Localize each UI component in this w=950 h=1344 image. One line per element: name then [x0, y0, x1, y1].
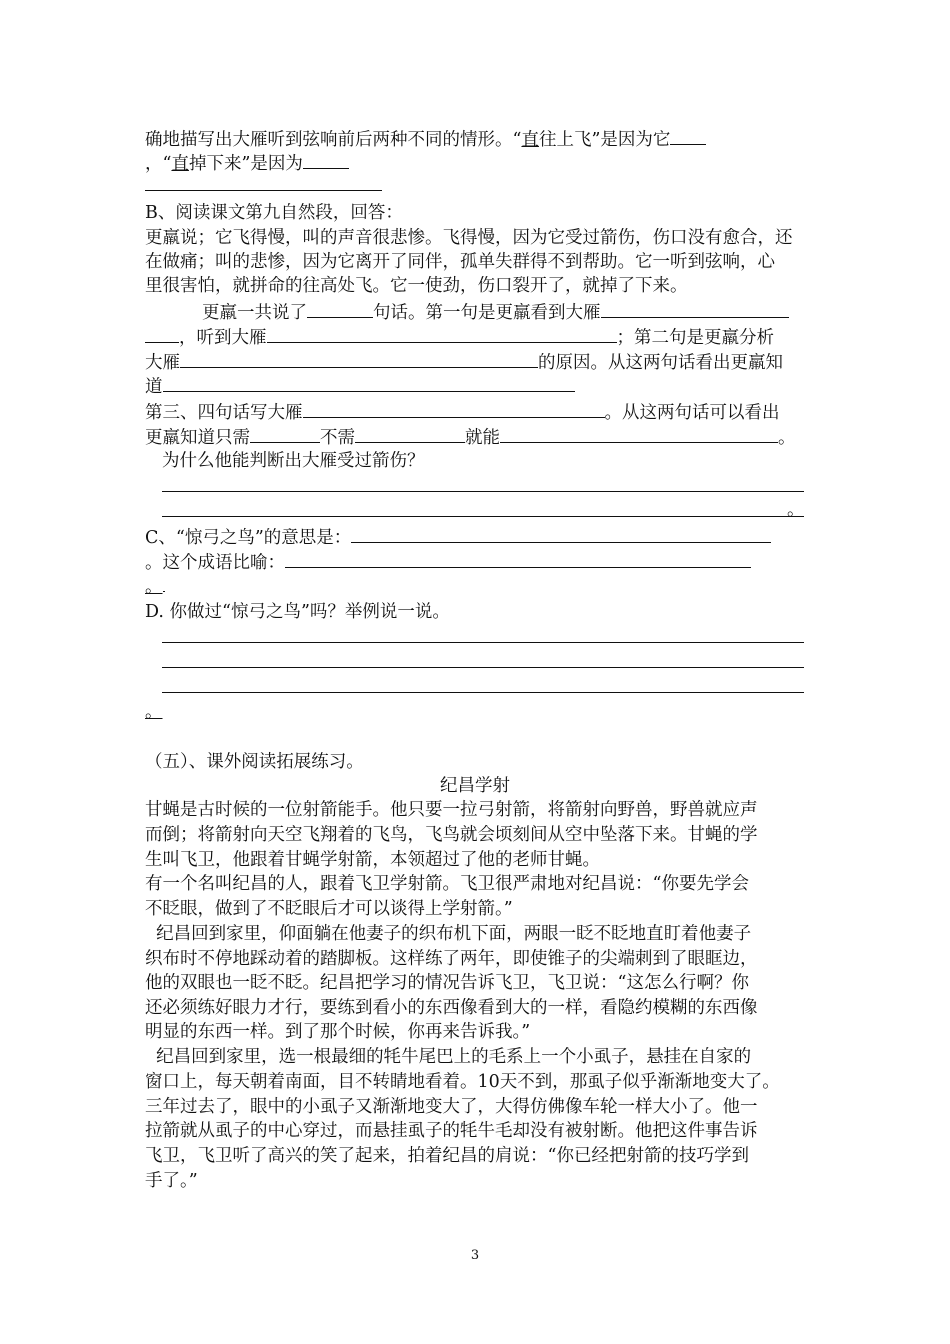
- page-number: 3: [470, 1248, 480, 1263]
- story-line: 窗口上，每天朝着南面，目不转睛地看着。10天不到，那虱子似乎渐渐地变大了。: [145, 1072, 780, 1092]
- section-b-heading: B、阅读课文第九自然段，回答：: [145, 203, 403, 223]
- story-line: 织布时不停地踩动着的踏脚板。这样练了两年，即使锥子的尖端刺到了眼眶边，: [145, 949, 758, 969]
- answer-blank[interactable]: [267, 325, 617, 343]
- section-a-line-1: 确地描写出大雁听到弦响前后两种不同的情形。“直往上飞”是因为它: [145, 127, 706, 152]
- answer-blank[interactable]: [163, 374, 575, 392]
- section-5-heading: （五）、课外阅读拓展练习。: [145, 752, 364, 772]
- section-c-line-2: 。这个成语比喻：: [145, 550, 751, 575]
- question-b3: 大雁 的原因。从这两句话看出更羸知: [145, 350, 783, 375]
- passage-line: 更羸说；它飞得慢，叫的声音很悲惨。飞得慢，因为它受过箭伤，伤口没有愈合，还: [145, 228, 793, 248]
- story-title: 纪昌学射: [440, 776, 510, 796]
- answer-blank[interactable]: [500, 425, 778, 443]
- section-d-heading: D. 你做过“惊弓之鸟”吗？举例说一说。: [145, 602, 450, 622]
- answer-line[interactable]: [162, 667, 804, 668]
- passage-line: 在做痛；叫的悲惨，因为它离开了同伴，孤单失群得不到帮助。它一听到弦响，心: [145, 252, 775, 272]
- story-line: 纪昌回到家里，仰面躺在他妻子的织布机下面，两眼一眨不眨地直盯着他妻子: [145, 924, 752, 944]
- story-line: 生叫飞卫，他跟着甘蝇学射箭，本领超过了他的老师甘蝇。: [145, 850, 600, 870]
- section-c-line-3: 。: [145, 574, 165, 599]
- story-line: 有一个名叫纪昌的人，跟着飞卫学射箭。飞卫很严肃地对纪昌说：“你要先学会: [145, 874, 749, 894]
- answer-line[interactable]: [162, 516, 804, 517]
- answer-blank[interactable]: [303, 400, 605, 418]
- answer-blank[interactable]: [285, 550, 751, 568]
- question-b7: 为什么他能判断出大雁受过箭伤？: [162, 451, 425, 471]
- question-b4: 道: [145, 374, 575, 399]
- story-line: 明显的东西一样。到了那个时候，你再来告诉我。”: [145, 1022, 531, 1042]
- story-line: 还必须练好眼力才行，要练到看小的东西像看到大的一样，看隐约模糊的东西像: [145, 998, 758, 1018]
- story-line: 手了。”: [145, 1171, 198, 1191]
- answer-line[interactable]: [162, 491, 804, 492]
- question-b6: 更羸知道只需 不需 就能 。: [145, 425, 796, 450]
- story-line: 飞卫，飞卫听了高兴的笑了起来，拍着纪昌的肩说：“你已经把射箭的技巧学到: [145, 1146, 749, 1166]
- story-line: 拉箭就从虱子的中心穿过，而悬挂虱子的牦牛毛却没有被射断。他把这件事告诉: [145, 1121, 758, 1141]
- story-line: 三年过去了，眼中的小虱子又渐渐地变大了，大得仿佛像车轮一样大小了。他一: [145, 1097, 758, 1117]
- section-c-line-1: C、“惊弓之鸟”的意思是：: [145, 525, 771, 550]
- question-b5: 第三、四句话写大雁 。从这两句话可以看出: [145, 400, 780, 425]
- answer-blank[interactable]: [303, 151, 349, 169]
- story-line: 甘蝇是古时候的一位射箭能手。他只要一拉弓射箭，将箭射向野兽，野兽就应声: [145, 800, 758, 820]
- question-b2: ，听到大雁 ；第二句是更羸分析: [145, 325, 774, 350]
- answer-blank[interactable]: [351, 525, 771, 543]
- answer-blank[interactable]: [670, 127, 706, 145]
- section-a-line-2: ，“直掉下来”是因为: [145, 151, 349, 176]
- passage-line: 里很害怕，就拼命的往高处飞。它一使劲，伤口裂开了，就掉了下来。: [145, 276, 688, 296]
- line-end-period: 。: [787, 500, 805, 520]
- answer-blank[interactable]: [145, 325, 179, 343]
- story-line: 而倒；将箭射向天空飞翔着的飞鸟，飞鸟就会顷刻间从空中坠落下来。甘蝇的学: [145, 825, 758, 845]
- answer-line[interactable]: [162, 642, 804, 643]
- story-line: 不眨眼，做到了不眨眼后才可以谈得上学射箭。”: [145, 899, 513, 919]
- answer-blank[interactable]: [180, 350, 538, 368]
- answer-line[interactable]: [145, 190, 382, 191]
- answer-blank[interactable]: [250, 425, 320, 443]
- answer-blank[interactable]: [601, 300, 789, 318]
- story-line: 纪昌回到家里，选一根最细的牦牛尾巴上的毛系上一个小虱子，悬挂在自家的: [145, 1047, 752, 1067]
- section-d-end: 。: [145, 702, 163, 722]
- question-b1: 更羸一共说了 句话。第一句是更羸看到大雁: [202, 300, 789, 325]
- answer-blank[interactable]: [307, 300, 373, 318]
- story-line: 他的双眼也一眨不眨。纪昌把学习的情况告诉飞卫，飞卫说：“这怎么行啊？你: [145, 973, 749, 993]
- answer-blank[interactable]: [355, 425, 465, 443]
- answer-line[interactable]: [162, 692, 804, 693]
